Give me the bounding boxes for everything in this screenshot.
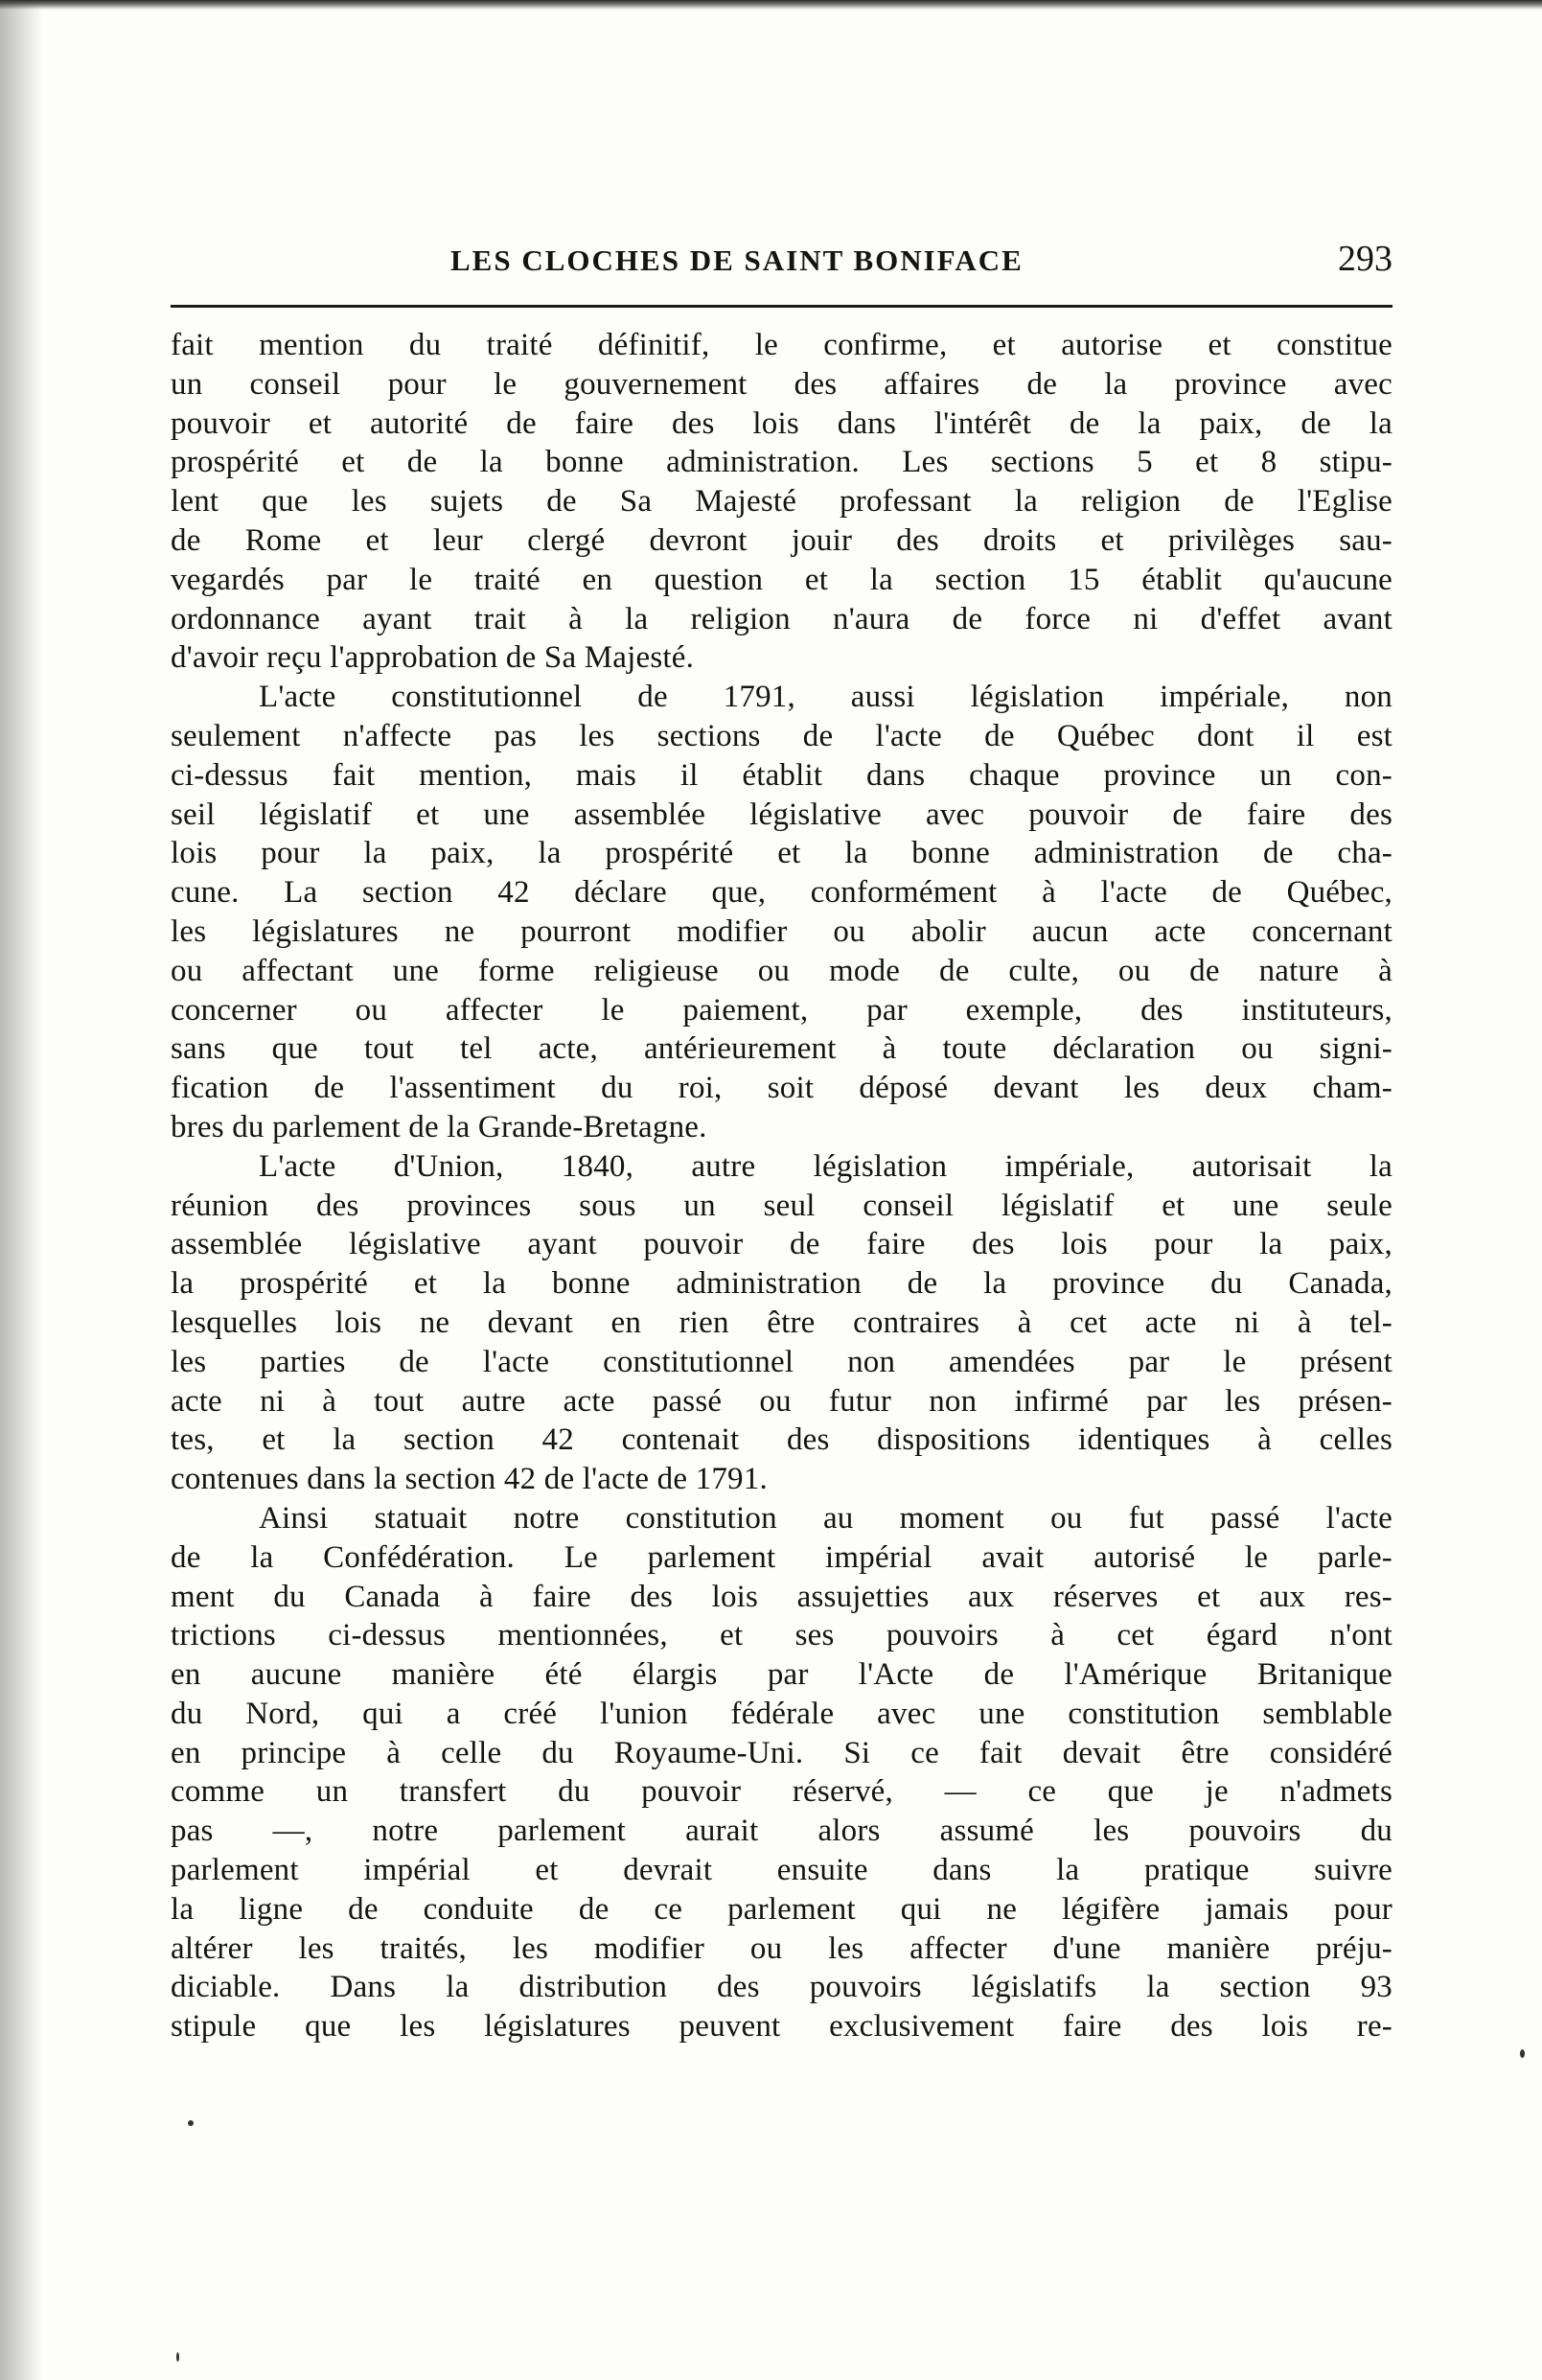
text-line: un conseil pour le gouvernement des affaires de la province avec: [171, 366, 1392, 402]
header-rule: [171, 305, 1392, 308]
text-line: bres du parlement de la Grande-Bretagne.: [171, 1109, 707, 1144]
text-line: d'avoir reçu l'approbation de Sa Majesté.: [171, 640, 695, 676]
text-line: lesquelles lois ne devant en rien être contraires à cet acte ni à tel-: [171, 1305, 1392, 1340]
scan-top-edge: [0, 0, 1542, 10]
text-line: les législatures ne pourront modifier ou abolir aucun acte concernant: [171, 913, 1392, 949]
text-line: altérer les traités, les modifier ou les affecter d'une manière préju-: [171, 1930, 1392, 1966]
scan-speck: [1520, 2049, 1525, 2058]
text-line: pas —, notre parlement aurait alors assumé les pouvoirs du: [171, 1814, 1392, 1849]
text-line: trictions ci-dessus mentionnées, et ses pouvoirs à cet égard n'ont: [171, 1618, 1392, 1653]
text-line: comme un transfert du pouvoir réservé, — ce que je n'admets: [171, 1774, 1392, 1810]
text-line: concerner ou affecter le paiement, par exemple, des instituteurs,: [171, 992, 1392, 1028]
scan-speck: [188, 2120, 194, 2126]
text-line: ou affectant une forme religieuse ou mode de culte, ou de nature à: [171, 953, 1392, 988]
text-line: de la Confédération. Le parlement impérial avait autorisé le parle-: [171, 1539, 1392, 1575]
text-line: pouvoir et autorité de faire des lois dans l'intérêt de la paix, de la: [171, 405, 1392, 441]
text-line: contenues dans la section 42 de l'acte de 1791.: [171, 1462, 768, 1497]
text-line: de Rome et leur clergé devront jouir des droits et privilèges sau-: [171, 522, 1392, 558]
text-line: la prospérité et la bonne administration de la province du Canada,: [171, 1266, 1392, 1302]
text-line: fication de l'assentiment du roi, soit déposé devant les deux cham-: [171, 1071, 1392, 1106]
text-line: les parties de l'acte constitutionnel non amendées par le présent: [171, 1344, 1392, 1379]
text-line: en principe à celle du Royaume-Uni. Si ce fait devait être considéré: [171, 1735, 1392, 1770]
body-text: [171, 326, 1392, 2046]
text-line: sans que tout tel acte, antérieurement à toute déclaration ou signi-: [171, 1031, 1392, 1067]
page-header: [171, 238, 1392, 289]
text-line: lent que les sujets de Sa Majesté professant la religion de l'Eglise: [171, 484, 1392, 520]
text-line: fait mention du traité définitif, le confirme, et autorise et constitue: [171, 328, 1392, 362]
text-line: ment du Canada à faire des lois assujetties aux réserves et aux res-: [171, 1579, 1392, 1614]
scan-speck: [176, 2352, 179, 2362]
text-line: stipule que les législatures peuvent exclusivement faire des lois re-: [171, 2009, 1392, 2045]
text-line: la ligne de conduite de ce parlement qui ne légifère jamais pour: [171, 1891, 1392, 1927]
text-line: seulement n'affecte pas les sections de l'acte de Québec dont il est: [171, 718, 1392, 753]
text-line: prospérité et de la bonne administration. Les sections 5 et 8 stipu-: [171, 445, 1392, 480]
scan-left-edge: [0, 0, 42, 2380]
running-title: LES CLOCHES DE SAINT BONIFACE: [450, 243, 1024, 277]
text-line: du Nord, qui a créé l'union fédérale avec une constitution semblable: [171, 1696, 1392, 1731]
text-line: ordonnance ayant trait à la religion n'aura de force ni d'effet avant: [171, 601, 1392, 636]
text-line: tes, et la section 42 contenait des dispositions identiques à celles: [171, 1422, 1392, 1458]
text-line: réunion des provinces sous un seul conseil législatif et une seule: [171, 1188, 1392, 1223]
paragraph-start-line: L'acte constitutionnel de 1791, aussi législation impériale, non: [259, 680, 1392, 715]
text-line: assemblée législative ayant pouvoir de faire des lois pour la paix,: [171, 1227, 1392, 1262]
text-line: en aucune manière été élargis par l'Acte de l'Amérique Britanique: [171, 1657, 1392, 1693]
page-number: 293: [1338, 239, 1392, 279]
text-line: diciable. Dans la distribution des pouvoirs législatifs la section 93: [171, 1970, 1392, 2005]
text-line: seil législatif et une assemblée législative avec pouvoir de faire des: [171, 797, 1392, 832]
paragraph-start-line: L'acte d'Union, 1840, autre législation impériale, autorisait la: [259, 1148, 1392, 1184]
text-line: acte ni à tout autre acte passé ou futur non infirmé par les présen-: [171, 1383, 1392, 1419]
text-line: vegardés par le traité en question et la section 15 établit qu'aucune: [171, 562, 1392, 597]
text-line: cune. La section 42 déclare que, conformément à l'acte de Québec,: [171, 875, 1392, 911]
text-line: ci-dessus fait mention, mais il établit dans chaque province un con-: [171, 757, 1392, 793]
paragraph-start-line: Ainsi statuait notre constitution au moment ou fut passé l'acte: [259, 1500, 1392, 1536]
text-line: parlement impérial et devrait ensuite dans la pratique suivre: [171, 1853, 1392, 1888]
text-line: lois pour la paix, la prospérité et la bonne administration de cha-: [171, 836, 1392, 871]
